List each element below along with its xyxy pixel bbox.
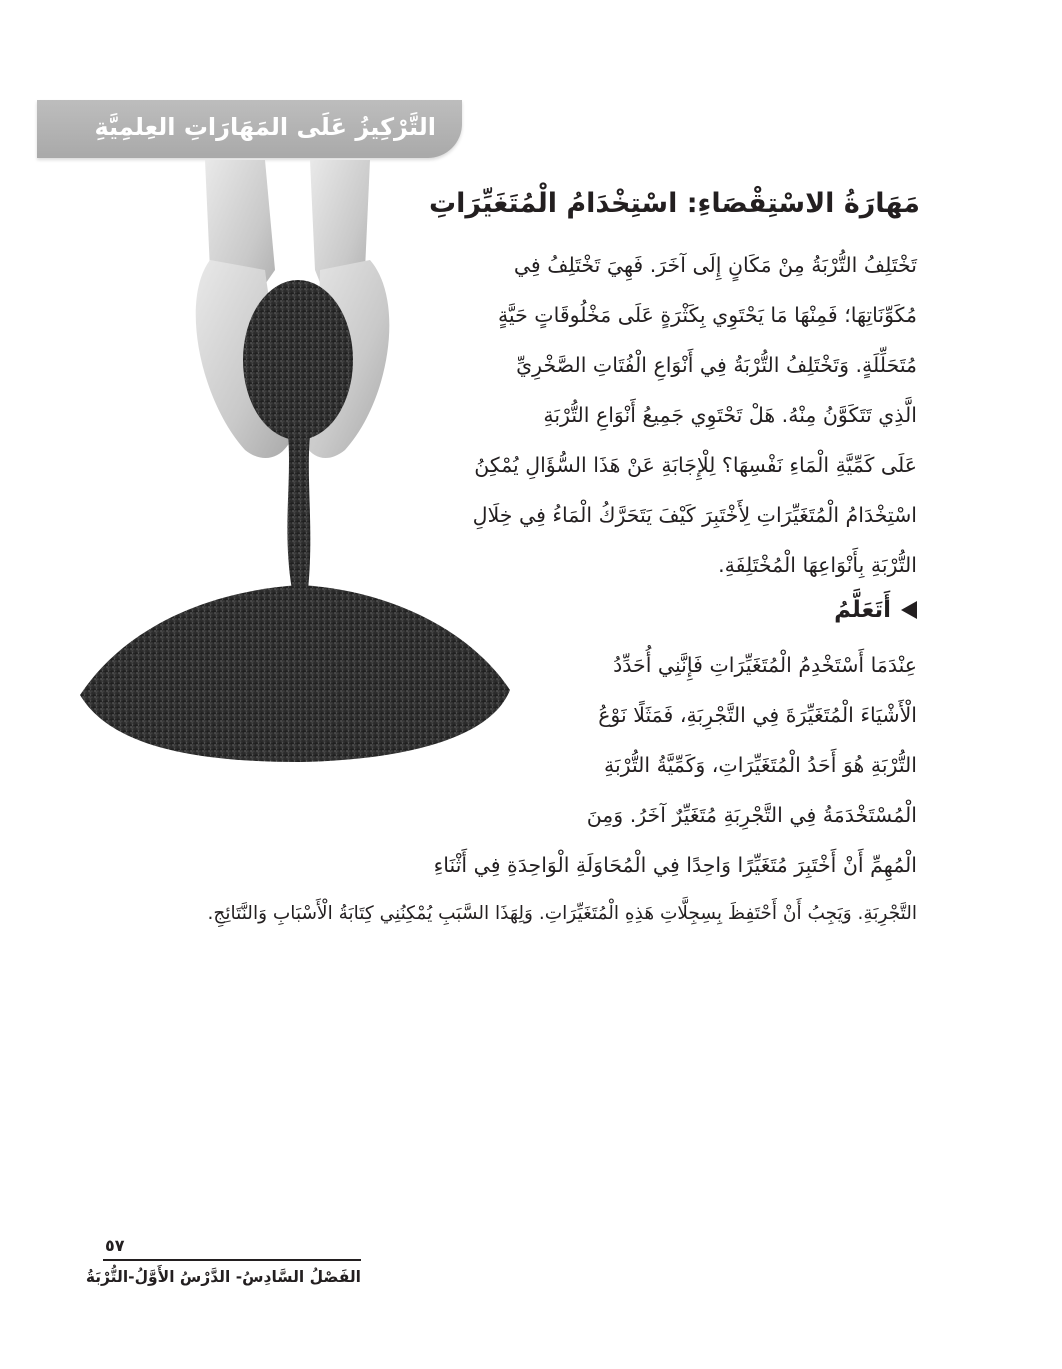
triangle-left-icon: [901, 601, 917, 619]
intro-line: الَّذِي تَتَكَوَّنُ مِنْهُ. هَلْ تَحْتَوِي جَمِيعُ أَنْوَاعِ التُّرْبَةِ: [543, 403, 917, 427]
soil-hands-illustration: [70, 150, 530, 770]
learn-line: الْمُسْتَخْدَمَةُ فِي التَّجْرِبَةِ مُتَغَيِّرٌ آخَرُ. وَمِنَ: [586, 803, 917, 827]
section-banner-title: التَّرْكِيزُ عَلَى المَهَارَاتِ العِلمِيَّةِ: [94, 113, 436, 141]
intro-line: مُكَوِّنَاتِهَا؛ فَمِنْهَا مَا يَحْتَوِي بِكَثْرَةٍ عَلَى مَخْلُوقَاتٍ حَيَّةٍ: [497, 303, 917, 327]
learn-line: الْمُهِمِّ أَنْ أَخْتَبِرَ مُتَغَيِّرًا وَاحِدًا فِي الْمُحَاوَلَةِ الْوَاحِدَةِ فِي أَثْنَاءِ: [433, 853, 917, 877]
intro-line: اسْتِخْدَامُ الْمُتَغَيِّرَاتِ لِأَخْتَبِرَ كَيْفَ يَتَحَرَّكُ الْمَاءُ فِي خِلَالِ: [472, 503, 917, 527]
learn-heading: [834, 597, 917, 623]
learn-heading-label: أَتَعَلَّمُ: [834, 597, 891, 623]
soil-mound-shape: [80, 585, 510, 762]
intro-line: التُّرْبَةِ بِأَنْوَاعِهَا الْمُخْتَلِفَةِ.: [718, 553, 917, 577]
footer-rule: [103, 1259, 361, 1261]
learn-line: التُّرْبَةِ هُوَ أَحَدُ الْمُتَغَيِّرَاتِ، وَكَمِّيَّةُ التُّرْبَةِ: [603, 753, 917, 777]
footer-chapter-text: الفَصْلُ السَّادِسُ- الدَّرْسُ الأَوَّلُ-التُّرْبَةُ: [85, 1268, 361, 1286]
intro-line: عَلَى كَمِّيَّةِ الْمَاءِ نَفْسِهَا؟ لِلْإِجَابَةِ عَنْ هَذَا السُّؤَالِ يُمْكِنُ: [474, 453, 917, 477]
skill-title: مَهَارَةُ الاسْتِقْصَاءِ: اسْتِخْدَامُ الْمُتَغَيِّرَاتِ: [429, 188, 920, 219]
intro-line: تَخْتَلِفُ التُّرْبَةُ مِنْ مَكَانٍ إِلَى آخَرَ. فَهِيَ تَخْتَلِفُ فِي: [513, 253, 917, 277]
learn-line: الْأَشْيَاءَ الْمُتَغَيِّرَةَ فِي التَّجْرِبَةِ، فَمَثَلًا نَوْعُ: [598, 703, 917, 727]
intro-line: مُتَحَلِّلَةٍ. وَتَخْتَلِفُ التُّرْبَةُ فِي أَنْوَاعِ الْفُتَاتِ الصَّخْرِيِّ: [516, 353, 917, 377]
soil-in-hands-shape: [243, 280, 353, 440]
page-number: ٥٧: [105, 1236, 125, 1255]
learn-line: عِنْدَمَا أَسْتَخْدِمُ الْمُتَغَيِّرَاتِ فَإِنَّنِي أُحَدِّدُ: [613, 653, 917, 677]
learn-line: التَّجْرِبَةِ. وَيَجِبُ أَنْ أَحْتَفِظَ بِسِجِلَّاتِ هَذِهِ الْمُتَغَيِّرَاتِ. وَلِهَذَا السَّبَبِ يُمْكِنُنِي كِتَابَةُ الْأَسْبَابِ وَالنَّتَائِجِ.: [207, 903, 917, 924]
